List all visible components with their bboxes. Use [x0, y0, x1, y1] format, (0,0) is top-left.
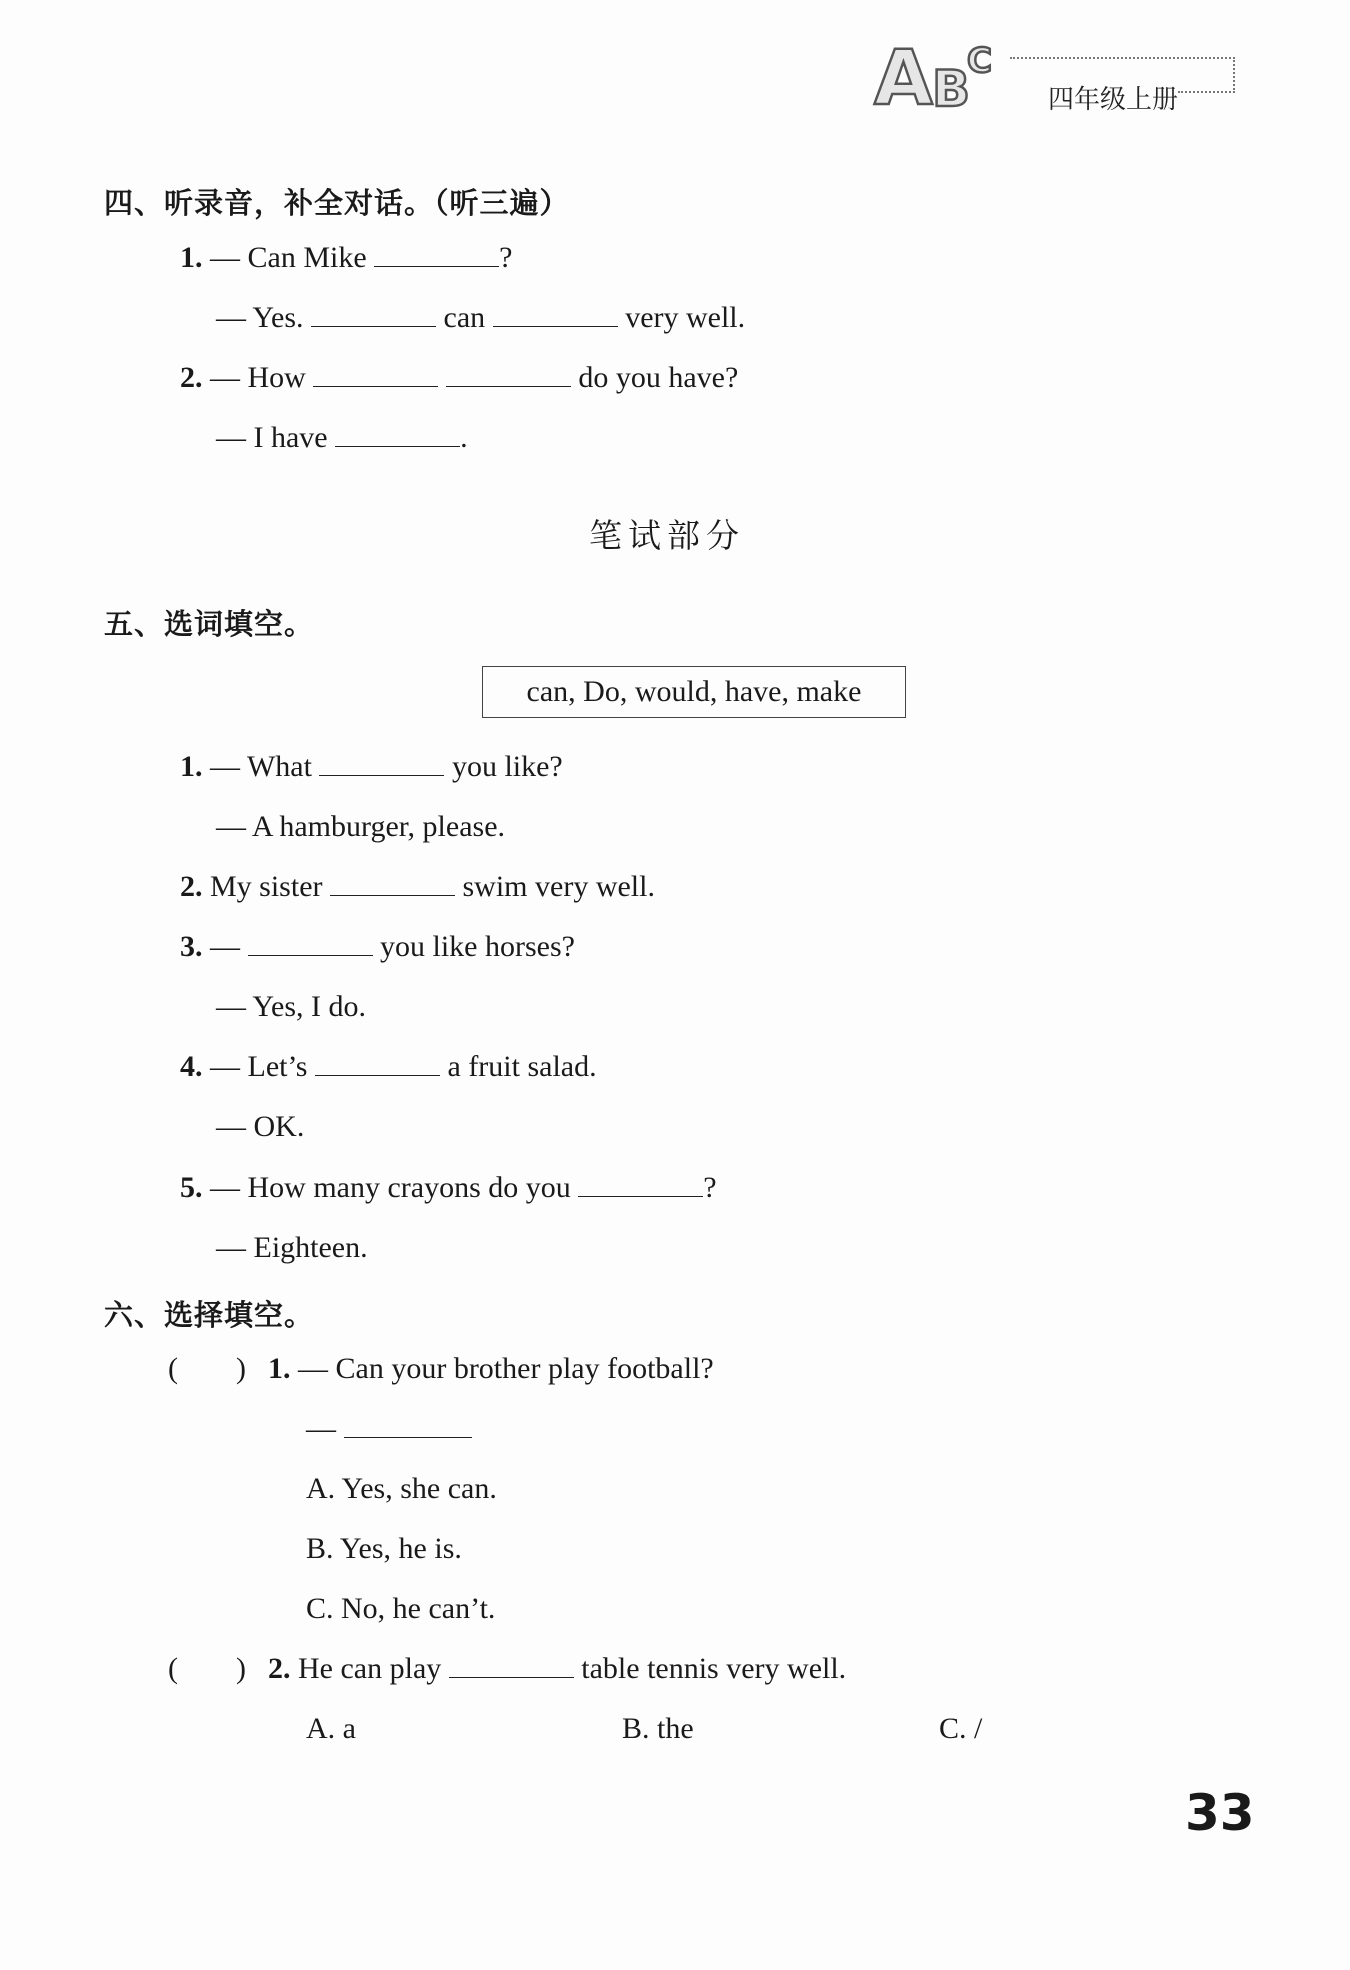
answer-blank[interactable] — [335, 426, 460, 447]
s6-q1-option-c: C. No, he can’t. — [306, 1592, 496, 1625]
answer-blank[interactable] — [319, 755, 444, 776]
answer-blank[interactable] — [493, 306, 618, 327]
answer-blank[interactable] — [446, 366, 571, 387]
answer-blank[interactable] — [248, 935, 373, 956]
s4-q2-line1: 2. — How do you have? — [180, 361, 739, 394]
answer-blank[interactable] — [578, 1176, 703, 1197]
logo-letter-a: A — [874, 33, 933, 112]
section-6-title: 六、选择填空。 — [104, 1298, 315, 1332]
abc-logo — [872, 32, 1012, 112]
s6-q2-option-b: B. the — [622, 1712, 694, 1745]
s5-q4: 4. — Let’s a fruit salad. — [180, 1050, 597, 1083]
question-number: 2. — [268, 1652, 291, 1685]
s5-q2: 2. My sister swim very well. — [180, 870, 655, 903]
answer-blank[interactable] — [315, 1055, 440, 1076]
s5-q4-reply: — OK. — [216, 1110, 305, 1143]
s5-q3: 3. — you like horses? — [180, 930, 575, 963]
s6-q2: 2. He can play table tennis very well. — [268, 1652, 847, 1685]
s5-q5-reply: — Eighteen. — [216, 1231, 368, 1264]
s5-q1: 1. — What you like? — [180, 750, 563, 783]
word-bank-box: can, Do, would, have, make — [482, 666, 906, 718]
s4-q1-line2: — Yes. can very well. — [216, 301, 746, 334]
header-dotted-rule-bottom — [1178, 91, 1235, 93]
s6-q1: 1. — Can your brother play football? — [268, 1352, 714, 1385]
s5-q1-reply: — A hamburger, please. — [216, 810, 506, 843]
question-number: 2. — [180, 870, 203, 903]
s4-q1-line1: 1. — Can Mike ? — [180, 241, 513, 274]
s6-q1-blank-line: — — [306, 1414, 472, 1444]
logo-letter-b: B — [932, 60, 971, 112]
s6-q2-option-c: C. / — [939, 1712, 983, 1745]
question-number: 4. — [180, 1050, 203, 1083]
answer-blank[interactable] — [374, 246, 499, 267]
logo-letter-c: C — [967, 41, 992, 81]
s4-q2-line2: — I have . — [216, 421, 468, 454]
question-number: 2. — [180, 361, 203, 394]
question-number: 1. — [268, 1352, 291, 1385]
answer-blank[interactable] — [344, 1417, 472, 1438]
answer-blank[interactable] — [311, 306, 436, 327]
s5-q3-reply: — Yes, I do. — [216, 990, 367, 1023]
question-number: 3. — [180, 930, 203, 963]
s6-q2-option-a: A. a — [306, 1712, 356, 1745]
s5-q5: 5. — How many crayons do you ? — [180, 1171, 717, 1204]
header-dotted-rule — [1010, 57, 1235, 59]
grade-label: 四年级上册 — [1048, 85, 1179, 115]
answer-blank[interactable] — [330, 875, 455, 896]
answer-blank[interactable] — [313, 366, 438, 387]
answer-blank[interactable] — [449, 1657, 574, 1678]
section-4-title: 四、听录音，补全对话。（听三遍） — [104, 186, 570, 220]
s6-q2-answer-paren[interactable]: ( ) — [168, 1652, 246, 1685]
header-dotted-rule-right — [1233, 57, 1235, 93]
question-number: 1. — [180, 241, 203, 274]
s6-q1-option-a: A. Yes, she can. — [306, 1472, 497, 1505]
question-number: 1. — [180, 750, 203, 783]
section-5-title: 五、选词填空。 — [104, 607, 315, 641]
page-number: 33 — [1185, 1784, 1255, 1842]
written-part-title: 笔试部分 — [589, 516, 745, 555]
s6-q1-option-b: B. Yes, he is. — [306, 1532, 462, 1565]
s6-q1-answer-paren[interactable]: ( ) — [168, 1352, 246, 1385]
question-number: 5. — [180, 1171, 203, 1204]
